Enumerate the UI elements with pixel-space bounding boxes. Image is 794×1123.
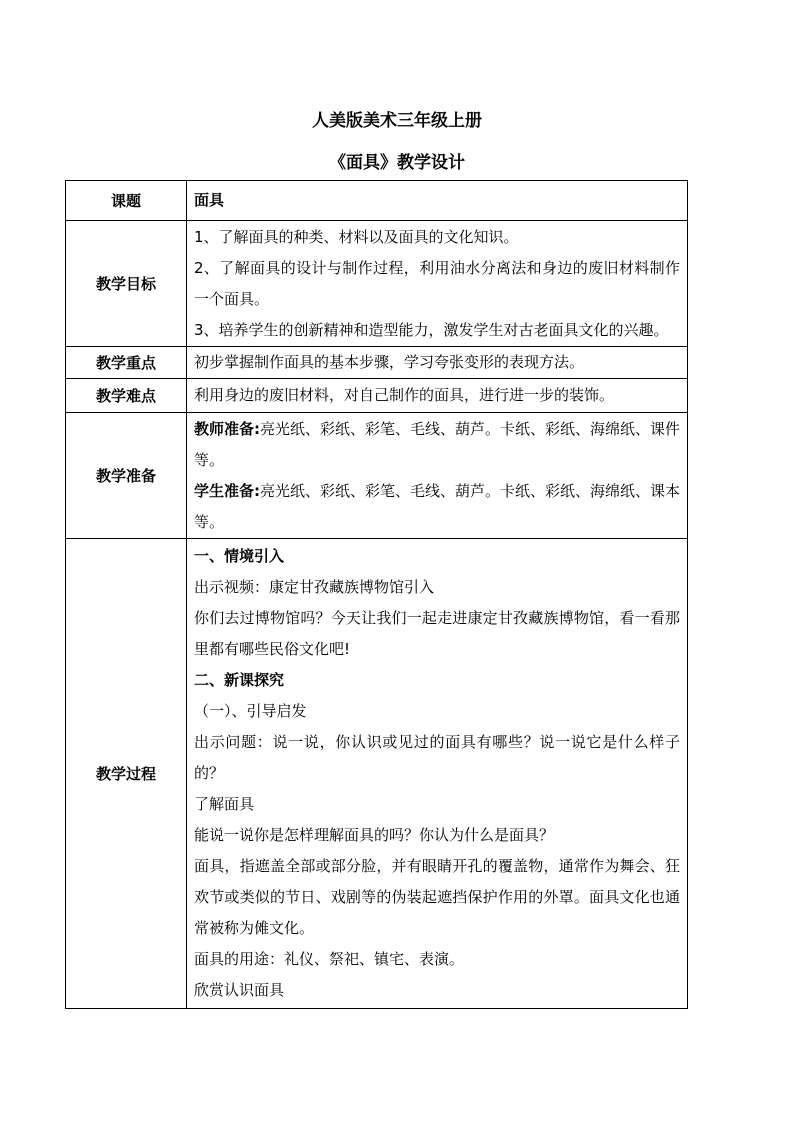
row-label-key-points: 教学重点 [66, 347, 187, 379]
table-row-preparation [66, 413, 688, 539]
process-line: 了解面具 [194, 795, 255, 813]
teacher-prep-label: 教师准备: [194, 419, 260, 438]
student-prep-text: 亮光纸、彩纸、彩笔、毛线、葫芦。卡纸、彩纸、海绵纸、课本等。 [194, 481, 681, 531]
row-label-preparation: 教学准备 [66, 413, 187, 539]
process-line: 面具，指遮盖全部或部分脸，并有眼睛开孔的覆盖物，通常作为舞会、狂欢节或类似的节日、戏剧等的伪装起遮挡保护作用的外罩。面具文化也通常被称为傩文化。 [194, 857, 680, 937]
teacher-prep-text: 亮光纸、彩纸、彩笔、毛线、葫芦。卡纸、彩纸、海绵纸、课件等。 [194, 419, 681, 469]
table-row-topic [66, 181, 688, 221]
teacher-prep [194, 414, 680, 476]
process-line: 你们去过博物馆吗？今天让我们一起走进康定甘孜藏族博物馆，看一看那里都有哪些民俗文化吧! [194, 609, 680, 658]
row-value-preparation [187, 413, 688, 539]
goal-item-3: 3、培养学生的创新精神和造型能力，激发学生对古老面具文化的兴趣。 [194, 320, 669, 339]
row-value-topic: 面具 [187, 181, 688, 221]
row-label-difficulty: 教学难点 [66, 379, 187, 413]
row-label-goals: 教学目标 [66, 221, 187, 347]
document-subtitle: 《面具》教学设计 [329, 153, 465, 173]
row-label-process: 教学过程 [66, 539, 187, 1009]
document-title: 人美版美术三年级上册 [312, 111, 482, 131]
lesson-plan-table [65, 180, 688, 1009]
table-row-difficulty [66, 379, 688, 413]
table-row-key-points [66, 347, 688, 379]
section-heading-intro: 一、情境引入 [194, 547, 285, 565]
row-value-difficulty: 利用身边的废旧材料，对自己制作的面具，进行进一步的装饰。 [187, 379, 688, 413]
row-value-process [187, 539, 688, 1009]
table-row-goals [66, 221, 688, 347]
process-line: 欣赏认识面具 [194, 981, 285, 999]
process-line: 出示问题：说一说，你认识或见过的面具有哪些？说一说它是什么样子的？ [194, 733, 680, 782]
process-line: 能说一说你是怎样理解面具的吗？你认为什么是面具？ [194, 826, 555, 844]
student-prep [194, 476, 680, 538]
goal-item-2: 2、了解面具的设计与制作过程，利用油水分离法和身边的废旧材料制作一个面具。 [194, 258, 680, 308]
student-prep-label: 学生准备: [194, 481, 260, 500]
table-row-process [66, 539, 688, 1009]
process-line: 出示视频：康定甘孜藏族博物馆引入 [194, 578, 435, 596]
process-line: 面具的用途：礼仪、祭祀、镇宅、表演。 [194, 950, 465, 968]
process-line: （一）、引导启发 [194, 702, 307, 720]
section-heading-explore: 二、新课探究 [194, 671, 285, 689]
row-label-topic: 课题 [66, 181, 187, 221]
row-value-key-points: 初步掌握制作面具的基本步骤，学习夸张变形的表现方法。 [187, 347, 688, 379]
goal-item-1: 1、了解面具的种类、材料以及面具的文化知识。 [194, 227, 519, 246]
row-value-goals [187, 221, 688, 347]
